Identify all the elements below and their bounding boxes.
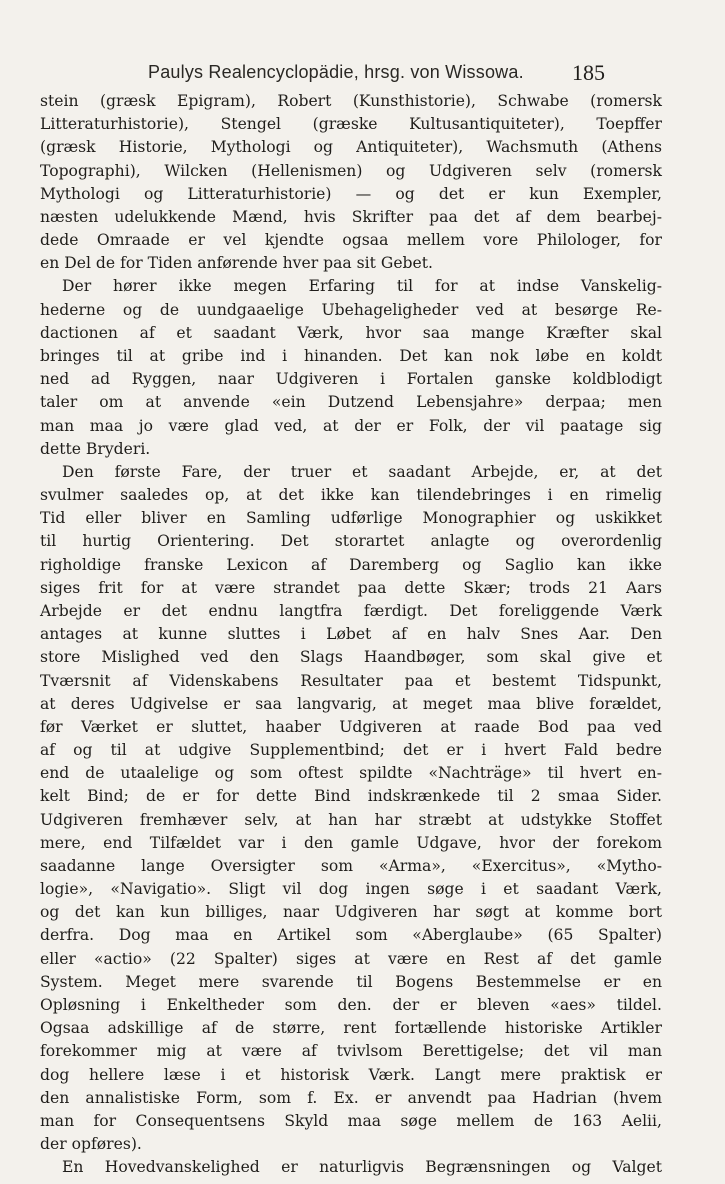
text-line: antages at kunne sluttes i Løbet af en halv Snes Aar. Den bbox=[40, 625, 662, 644]
text-line: Der hører ikke megen Erfaring til for at indse Vanskelig- bbox=[62, 277, 662, 296]
text-line: (græsk Historie, Mythologi og Antiquiteter), Wachsmuth (Athens bbox=[40, 138, 662, 157]
text-line: dog hellere læse i et historisk Værk. Langt mere praktisk er bbox=[40, 1065, 662, 1084]
running-title: Paulys Realencyclopädie, hrsg. von Wissowa. bbox=[148, 62, 524, 82]
text-line: saadanne lange Oversigter som «Arma», «Exercitus», «Mytho- bbox=[40, 856, 662, 875]
text-line: svulmer saaledes op, at det ikke kan tilendebringes i en rimelig bbox=[40, 486, 662, 505]
text-line: mere, end Tilfældet var i den gamle Udgave, hvor der forekom bbox=[40, 833, 662, 852]
text-line: En Hovedvanskelighed er naturligvis Begrænsningen og Valget bbox=[62, 1158, 662, 1177]
text-line: næsten udelukkende Mænd, hvis Skrifter paa det af dem bearbej- bbox=[40, 207, 662, 226]
text-line: hederne og de uundgaaelige Ubehageligheder ved at besørge Re- bbox=[40, 300, 662, 319]
text-line: forekommer mig at være af tvivlsom Berettigelse; det vil man bbox=[40, 1042, 662, 1061]
page-number: 185 bbox=[572, 60, 605, 85]
text-line: kelt Bind; de er for dette Bind indskrænkede til 2 smaa Sider. bbox=[40, 787, 662, 806]
text-line: til hurtig Orientering. Det storartet anlagte og overordenlig bbox=[40, 532, 662, 551]
text-line: Udgiveren fremhæver selv, at han har stræbt at udstykke Stoffet bbox=[40, 810, 662, 829]
running-head bbox=[0, 62, 725, 92]
text-line: Litteraturhistorie), Stengel (græske Kultusantiquiteter), Toepffer bbox=[40, 115, 662, 134]
text-line: Tid eller bliver en Samling udførlige Monographier og uskikket bbox=[40, 509, 662, 528]
text-line: man maa jo være glad ved, at der er Folk, der vil paatage sig bbox=[40, 416, 662, 435]
text-line: Arbejde er det endnu langtfra færdigt. Det foreliggende Værk bbox=[40, 601, 662, 620]
text-line: Ogsaa adskillige af de større, rent fortællende historiske Artikler bbox=[40, 1019, 662, 1038]
text-line: man for Consequentsens Skyld maa søge mellem de 163 Aelii, bbox=[40, 1111, 662, 1130]
text-line: logie», «Navigatio». Sligt vil dog ingen søge i et saadant Værk, bbox=[40, 880, 662, 899]
text-line: taler om at anvende «ein Dutzend Lebensjahre» derpaa; men bbox=[40, 393, 662, 412]
text-line: siges frit for at være strandet paa dette Skær; trods 21 Aars bbox=[40, 578, 662, 597]
text-line: Den første Fare, der truer et saadant Arbejde, er, at det bbox=[62, 462, 662, 481]
text-line: den annalistiske Form, som f. Ex. er anvendt paa Hadrian (hvem bbox=[40, 1088, 662, 1107]
text-line: en Del de for Tiden anførende hver paa sit Gebet. bbox=[40, 254, 433, 273]
text-line: før Værket er sluttet, haaber Udgiveren at raade Bod paa ved bbox=[40, 717, 662, 736]
text-line: derfra. Dog maa en Artikel som «Aberglaube» (65 Spalter) bbox=[40, 926, 662, 945]
text-line: bringes til at gribe ind i hinanden. Det kan nok løbe en koldt bbox=[40, 346, 662, 365]
text-line: af og til at udgive Supplementbind; det er i hvert Fald bedre bbox=[40, 741, 662, 760]
text-line: stein (græsk Epigram), Robert (Kunsthistorie), Schwabe (romersk bbox=[40, 92, 662, 110]
text-line: System. Meget mere svarende til Bogens Bestemmelse er en bbox=[40, 972, 662, 991]
text-line: Opløsning i Enkeltheder som den. der er bleven «aes» tildel. bbox=[40, 996, 662, 1015]
text-line: store Mislighed ved den Slags Haandbøger, som skal give et bbox=[40, 648, 662, 667]
text-line: Mythologi og Litteraturhistorie) — og det er kun Exempler, bbox=[40, 184, 662, 203]
text-line: og det kan kun billiges, naar Udgiveren har søgt at komme bort bbox=[40, 903, 662, 922]
text-line: ned ad Ryggen, naar Udgiveren i Fortalen ganske koldblodigt bbox=[40, 370, 662, 389]
text-line: der opføres). bbox=[40, 1135, 142, 1154]
text-line: Tværsnit af Videnskabens Resultater paa et bestemt Tidspunkt, bbox=[40, 671, 662, 690]
text-line: eller «actio» (22 Spalter) siges at være en Rest af det gamle bbox=[40, 949, 662, 968]
text-line: Topographi), Wilcken (Hellenismen) og Udgiveren selv (romersk bbox=[40, 161, 662, 180]
text-line: dactionen af et saadant Værk, hvor saa mange Kræfter skal bbox=[40, 323, 662, 342]
text-line: at deres Udgivelse er saa langvarig, at meget maa blive forældet, bbox=[40, 694, 662, 713]
text-line: end de utaalelige og som oftest spildte «Nachträge» til hvert en- bbox=[40, 764, 662, 783]
text-line: righoldige franske Lexicon af Daremberg og Saglio kan ikke bbox=[40, 555, 662, 574]
text-line: dede Omraade er vel kjendte ogsaa mellem vore Philologer, for bbox=[40, 231, 662, 250]
text-line: dette Bryderi. bbox=[40, 439, 151, 458]
